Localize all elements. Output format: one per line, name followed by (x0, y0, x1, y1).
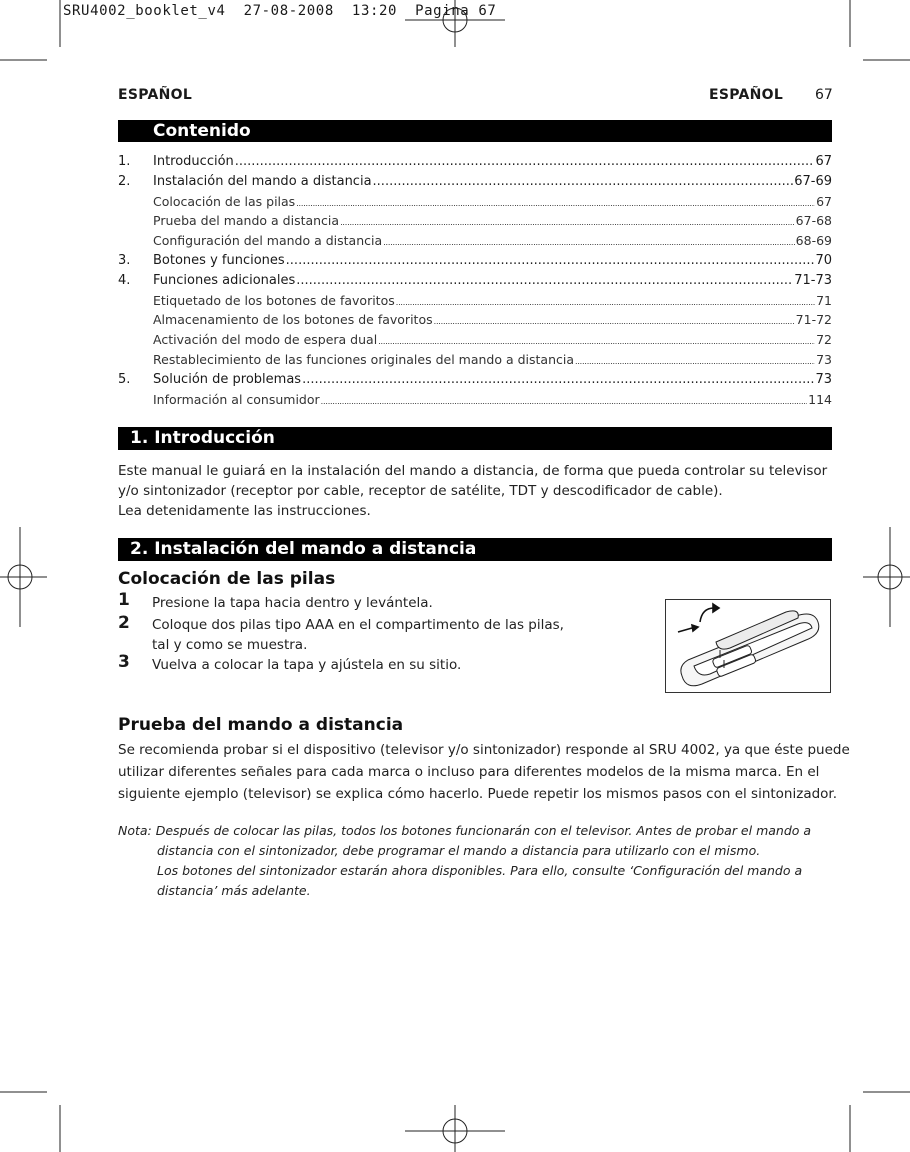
test-line: utilizar diferentes señales para cada marca o incluso para diferentes modelos de la misma marca. En el (118, 764, 820, 780)
toc-entry (118, 370, 832, 390)
toc-entry-line (153, 390, 832, 412)
toc-entry (118, 192, 832, 212)
toc-entry-page: 73 (816, 351, 832, 367)
step-text (152, 615, 564, 655)
toc-leader-dots (296, 271, 793, 291)
test-line: Se recomienda probar si el dispositivo (televisor y/o sintonizador) responde al SRU 4002, ya que éste puede (118, 742, 850, 758)
toc-entry-page: 71-73 (794, 272, 832, 288)
toc-entry-page: 71-72 (795, 312, 832, 328)
intro-line: y/o sintonizador (receptor por cable, receptor de satélite, TDT y descodificador de cable). (118, 483, 723, 499)
toc-entry-page: 67 (816, 193, 832, 209)
print-slug: SRU4002_booklet_v4 27-08-2008 13:20 Pagina 67 (63, 3, 497, 19)
toc-entry-title: Solución de problemas (153, 371, 302, 387)
toc-entry-number: 5. (118, 371, 131, 387)
toc-entry-line (153, 271, 832, 291)
toc-entry (118, 310, 832, 330)
step-number: 2 (118, 613, 130, 633)
step-text (152, 593, 433, 613)
remote-battery-drawing (666, 600, 830, 692)
toc-entry-line (153, 330, 832, 352)
test-line: siguiente ejemplo (televisor) se explica cómo hacerlo. Puede repetir los mismos pasos con el sintonizador. (118, 786, 838, 802)
toc-entry-title: Introducción (153, 154, 234, 169)
step-line: Coloque dos pilas tipo AAA en el compartimento de las pilas, (152, 617, 564, 633)
toc-leader-dots (373, 172, 794, 192)
toc-entry-page: 72 (816, 332, 832, 348)
toc-entry-line (153, 370, 832, 390)
toc-entry-page: 114 (808, 391, 832, 407)
test-heading: Prueba del mando a distancia (118, 715, 404, 735)
toc-entry (118, 251, 832, 271)
step-line: tal y como se muestra. (152, 637, 308, 653)
battery-installation-illustration (665, 599, 831, 693)
toc-entry-page: 67-68 (795, 213, 832, 229)
step-number: 3 (118, 652, 130, 672)
install-title: 2. Instalación del mando a distancia (130, 539, 477, 559)
toc-entry (118, 152, 832, 172)
toc-entry-title: Funciones adicionales (153, 272, 296, 288)
batteries-heading: Colocación de las pilas (118, 569, 336, 589)
toc-entry (118, 271, 832, 291)
step-line: Presione la tapa hacia dentro y levántela. (152, 595, 433, 611)
toc-entry-page: 68-69 (795, 233, 832, 249)
note-line: Los botones del sintonizador estarán ahora disponibles. Para ello, consulte ‘Configuración del mando a (157, 863, 803, 878)
toc-entry-page: 67 (815, 154, 832, 169)
toc-entry-number: 2. (118, 173, 131, 189)
toc-entry-title: Instalación del mando a distancia (153, 173, 372, 189)
toc-leader-dots (302, 370, 814, 390)
toc-entry (118, 330, 832, 350)
intro-line: Lea detenidamente las instrucciones. (118, 503, 371, 519)
toc-entry (118, 211, 832, 231)
toc-entry-title: Prueba del mando a distancia (153, 213, 340, 229)
toc-entry-title: Restablecimiento de las funciones originales del mando a distancia (153, 351, 574, 367)
toc-entry (118, 390, 832, 410)
toc-entry-title: Almacenamiento de los botones de favoritos (153, 312, 433, 328)
toc-title-bar (118, 120, 832, 142)
toc-entry (118, 172, 832, 192)
toc-entry-line (153, 211, 832, 233)
note-line: distancia con el sintonizador, debe programar el mando a distancia para utilizarlo con el mismo. (157, 843, 761, 858)
toc-entry-page: 67-69 (794, 173, 832, 189)
toc-leader-dots (286, 251, 815, 271)
install-title-bar (118, 538, 832, 561)
test-paragraph (118, 739, 850, 805)
toc-entry-line (153, 231, 832, 253)
language-header-left: ESPAÑOL (118, 87, 193, 103)
toc-entry-line (153, 152, 832, 172)
toc-entry-number: 1. (118, 154, 131, 169)
toc-entry-title: Configuración del mando a distancia (153, 233, 383, 249)
toc-entry-title: Activación del modo de espera dual (153, 332, 378, 348)
toc-entry-line (153, 291, 832, 313)
toc-entry (118, 231, 832, 251)
intro-title: 1. Introducción (130, 428, 275, 448)
toc-entry (118, 291, 832, 311)
test-note (118, 821, 811, 901)
toc-entry-title: Colocación de las pilas (153, 193, 296, 209)
intro-title-bar (118, 427, 832, 450)
toc-entry-page: 71 (816, 292, 832, 308)
step-number: 1 (118, 590, 130, 610)
page-number: 67 (815, 87, 833, 103)
intro-line: Este manual le guiará en la instalación del mando a distancia, de forma que pueda controlar su televisor (118, 463, 828, 479)
toc-title: Contenido (153, 121, 251, 141)
toc-entry-number: 3. (118, 252, 131, 268)
toc-entry-line (153, 251, 832, 271)
toc-entry-line (153, 350, 832, 372)
toc-entry-title: Etiquetado de los botones de favoritos (153, 292, 395, 308)
table-of-contents (118, 152, 832, 409)
toc-entry-title: Botones y funciones (153, 252, 285, 268)
note-line: Nota: Después de colocar las pilas, todos los botones funcionarán con el televisor. Antes de probar el mando a (118, 823, 812, 838)
toc-entry (118, 350, 832, 370)
language-header-right: ESPAÑOL (709, 87, 784, 103)
toc-entry-page: 70 (815, 252, 832, 268)
toc-entry-title: Información al consumidor (153, 391, 320, 407)
toc-leader-dots (235, 152, 815, 172)
intro-paragraph (118, 461, 827, 521)
toc-entry-line (153, 192, 832, 214)
note-line: distancia’ más adelante. (157, 883, 311, 898)
step-line: Vuelva a colocar la tapa y ajústela en su sitio. (152, 657, 462, 673)
toc-entry-page: 73 (815, 371, 832, 387)
toc-entry-line (153, 310, 832, 332)
toc-leader-dots (321, 392, 807, 412)
step-text (152, 655, 461, 675)
toc-entry-number: 4. (118, 272, 131, 288)
toc-entry-line (153, 172, 832, 192)
